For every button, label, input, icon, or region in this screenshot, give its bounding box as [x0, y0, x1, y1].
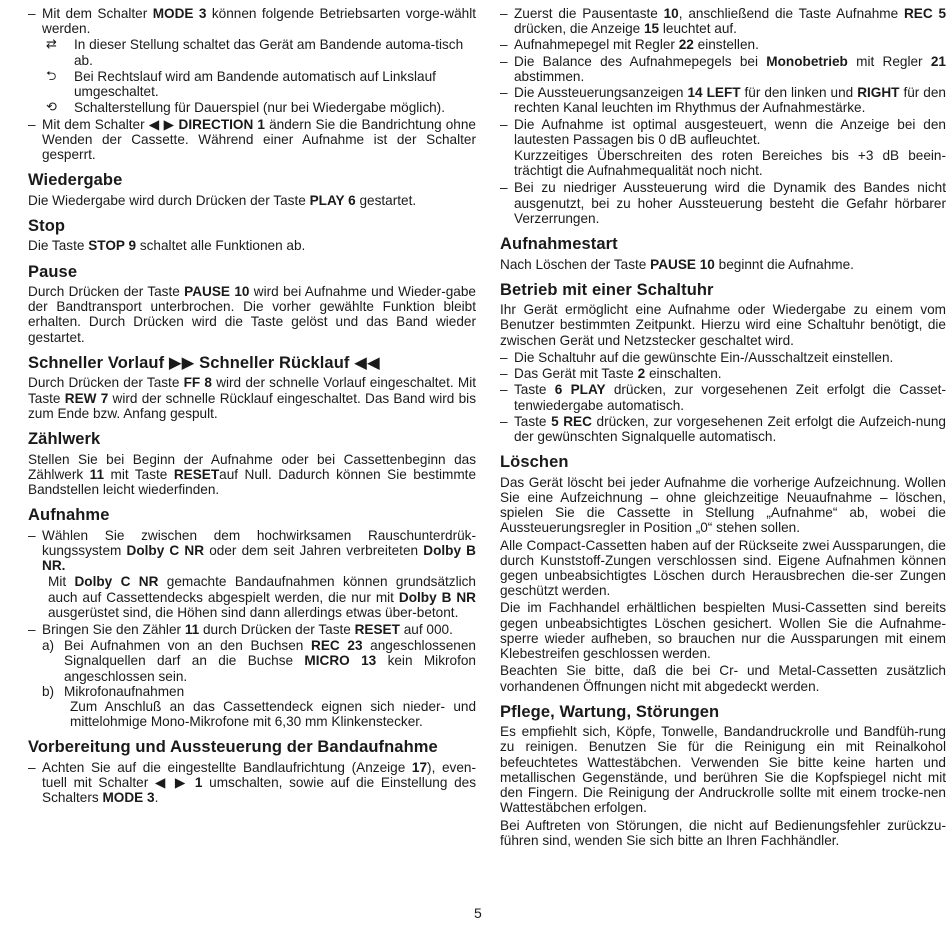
heading-aufnahme: Aufnahme	[28, 506, 110, 525]
aufnahme-sub-b-desc: Zum Anschluß an das Cassettendeck eignen sich nieder- und mittelohmige Mono-Mikrofone mit 6,30 mm Klinkenstecker.	[70, 699, 476, 730]
step-item: – Bei zu niedriger Aussteuerung wird die Dynamik des Bandes nicht ausgenutzt, bei zu hoher Aussteuerung besteht die Gefahr hörbarer Verzerrungen.	[500, 180, 946, 226]
right-column	[500, 0, 946, 850]
step-item: – Aufnahmepegel mit Regler 22 einstellen.	[500, 37, 759, 53]
schaltuhr-step: – Das Gerät mit Taste 2 einschalten.	[500, 366, 722, 382]
heading-pflege: Pflege, Wartung, Störungen	[500, 702, 720, 721]
aufnahme-item-reset: – Bringen Sie den Zähler 11 durch Drücken der Taste RESET auf 000.	[28, 621, 453, 637]
aufnahme-sub-a: a) Bei Aufnahmen von an den Buchsen REC 23 angeschlossenen Signalquellen darf an die Buchse MICRO 13 kein Mikrofon angeschlossen sein.	[42, 638, 476, 684]
step-item: – Die Aussteuerungsanzeigen 14 LEFT für den linken und RIGHT für den rechten Kanal leuchten im Rhythmus der Aufnahmestärke.	[500, 85, 946, 116]
text-pflege-2: Bei Auftreten von Störungen, die nicht auf Bedienungsfehler zurückzu-führen sind, wenden Sie sich bitte an Ihren Fachhändler.	[500, 817, 946, 848]
mode-symbol-auto-stop: ⇄ In dieser Stellung schaltet das Gerät am Bandende automa-tisch ab.	[46, 36, 464, 68]
mode-symbol-auto-reverse: ⮌ Bei Rechtslauf wird am Bandende automatisch auf Linkslauf umgeschaltet.	[46, 67, 436, 100]
direction-item: – Mit dem Schalter ◀ ▶ DIRECTION 1 ändern Sie die Bandrichtung ohne Wenden der Cassette. Während einer Aufnahme ist der Schalter gesperrt.	[28, 116, 476, 162]
heading-zaehlwerk: Zählwerk	[28, 430, 101, 449]
text-wiedergabe: Die Wiedergabe wird durch Drücken der Taste PLAY 6 gestartet.	[28, 192, 417, 208]
text-stop: Die Taste STOP 9 schaltet alle Funktionen ab.	[28, 238, 306, 254]
text-pause: Durch Drücken der Taste PAUSE 10 wird bei Aufnahme und Wieder-gabe der Bandtransport unterbrochen. Die vorher gewählte Funktion bleibt erhalten. Durch Drücken wird die Taste gelöst und das Band wieder gestartet.	[28, 284, 476, 345]
step-item: – Die Balance des Aufnahmepegels bei Monobetrieb mit Regler 21 abstimmen.	[500, 53, 946, 84]
steps-note: Kurzzeitiges Überschreiten des roten Bereiches bis +3 dB beein-trächtigt die Aufnahmequalität noch nicht.	[514, 147, 946, 179]
text-loeschen-1: Das Gerät löscht bei jeder Aufnahme die vorherige Aufzeichnung. Wollen Sie eine Aufzeichnung – ohne gleichzeitige Neuaufnahme – löschen, spielen Sie die Cassette in Stellung „Aufnahme“ ab, wobei die Aussteuerungsregler in Position „0“ stehen sollen.	[500, 474, 946, 536]
heading-stop: Stop	[28, 216, 66, 235]
schaltuhr-step: – Die Schaltuhr auf die gewünschte Ein-/Ausschaltzeit einstellen.	[500, 349, 894, 365]
text-pflege-1: Es empfiehlt sich, Köpfe, Tonwelle, Bandandruckrolle und Bandfüh-rung zu reinigen. Benutzen Sie für die Reinigung ein mit Reinalkohol befeuchtetes Wattestäbchen. Verwenden Sie bitte keine harten und metallischen Gegenstände, und berühren Sie die Kopfspiegel nicht mit den Fingern. Die Reinigung der Andruckrolle sollte mit einem trocke-nen Wattestäbchen erfolgen.	[500, 724, 946, 816]
schaltuhr-step: – Taste 6 PLAY drücken, zur vorgesehenen Zeit erfolgt die Casset-tenwiedergabe automatisch.	[500, 382, 946, 413]
text-loeschen-2: Alle Compact-Cassetten haben auf der Rückseite zwei Aussparungen, die durch Kunststoff-Zungen verschlossen sind. Eigene Aufnahmen können gegen unbeabsichtigtes Löschen durch Herausbrechen die-ser Zungen geschützt werden.	[500, 537, 946, 599]
mode-symbol-continuous: ⟲ Schalterstellung für Dauerspiel (nur bei Wiedergabe möglich).	[46, 99, 445, 116]
aufnahme-sub-b: b) Mikrofonaufnahmen	[42, 683, 185, 699]
schaltuhr-step: – Taste 5 REC drücken, zur vorgesehenen Zeit erfolgt die Aufzeich-nung der gewünschten Signalquelle automatisch.	[500, 413, 946, 444]
page-number: 5	[474, 905, 482, 921]
heading-pause: Pause	[28, 262, 78, 281]
step-item: – Zuerst die Pausentaste 10, anschließend die Taste Aufnahme REC 5 drücken, die Anzeige 15 leuchtet auf.	[500, 6, 947, 37]
left-column	[28, 0, 476, 807]
text-loeschen-3: Die im Fachhandel erhältlichen bespielten Musi-Cassetten sind bereits gegen unbeabsichtigtes Löschen gesichert. Wollen Sie die Aufnahme-sperre wieder aufheben, so brauchen nur die Aussparungen mit einem Klebestreifen geschlossen werden.	[500, 600, 946, 662]
text-schaltuhr-intro: Ihr Gerät ermöglicht eine Aufnahme oder Wiedergabe zu einem vom Benutzer bestimmten Zeitpunkt. Hierzu wird eine Schaltuhr benötigt, die zwischen Gerät und Netzstecker geschaltet wird.	[500, 302, 946, 348]
heading-loeschen: Löschen	[500, 453, 569, 472]
text-zaehlwerk: Stellen Sie bei Beginn der Aufnahme oder bei Cassettenbeginn das Zählwerk 11 mit Taste RESETauf Null. Dadurch können Sie bestimmte Bandstellen leicht wiederfinden.	[28, 451, 477, 497]
heading-schaltuhr: Betrieb mit einer Schaltuhr	[500, 280, 714, 299]
text-schneller-lauf: Durch Drücken der Taste FF 8 wird der schnelle Vorlauf eingeschaltet. Mit Taste REW 7 wird der schnelle Rücklauf eingeschaltet. Das Band wird bis zum Ende bzw. Anfang gespult.	[28, 375, 476, 421]
text-aufnahmestart: Nach Löschen der Taste PAUSE 10 beginnt die Aufnahme.	[500, 256, 854, 272]
mode-item: – Mit dem Schalter MODE 3 können folgende Betriebsarten vorge-wählt werden.	[28, 6, 476, 37]
heading-schneller-lauf: Schneller Vorlauf ▶▶ Schneller Rücklauf ◀◀	[28, 353, 380, 372]
step-item: – Die Aufnahme ist optimal ausgesteuert, wenn die Anzeige bei den lautesten Passagen bis 0 dB aufleuchtet.	[500, 116, 946, 147]
vorbereitung-item: – Achten Sie auf die eingestellte Bandlaufrichtung (Anzeige 17), even-tuell mit Schalter ◀ ▶ 1 umschalten, sowie auf die Einstellung des Schalters MODE 3.	[28, 759, 476, 806]
loop-icon: ⟲	[46, 99, 57, 115]
arrows-exchange-icon: ⇄	[46, 36, 57, 52]
reverse-arrow-icon: ⮌	[46, 67, 57, 83]
aufnahme-dolby-note: Mit Dolby C NR gemachte Bandaufnahmen können grundsätzlich auch auf Cassettendecks abgespielt werden, die nur mit Dolby B NR ausgerüstet sind, die Höhen sind dann allerdings etwas über-betont.	[48, 574, 476, 620]
aufnahme-item-dolby: – Wählen Sie zwischen dem hochwirksamen Rauschunterdrük-kungssystem Dolby C NR oder dem seit Jahren verbreiteten Dolby B NR.	[28, 527, 476, 574]
text-loeschen-4: Beachten Sie bitte, daß die bei Cr- und Metal-Cassetten zusätzlich vorhandenen Öffnungen nicht mit abgedeckt werden.	[500, 663, 946, 694]
heading-vorbereitung: Vorbereitung und Aussteuerung der Bandaufnahme	[28, 738, 438, 757]
heading-wiedergabe: Wiedergabe	[28, 171, 123, 190]
heading-aufnahmestart: Aufnahmestart	[500, 235, 618, 254]
